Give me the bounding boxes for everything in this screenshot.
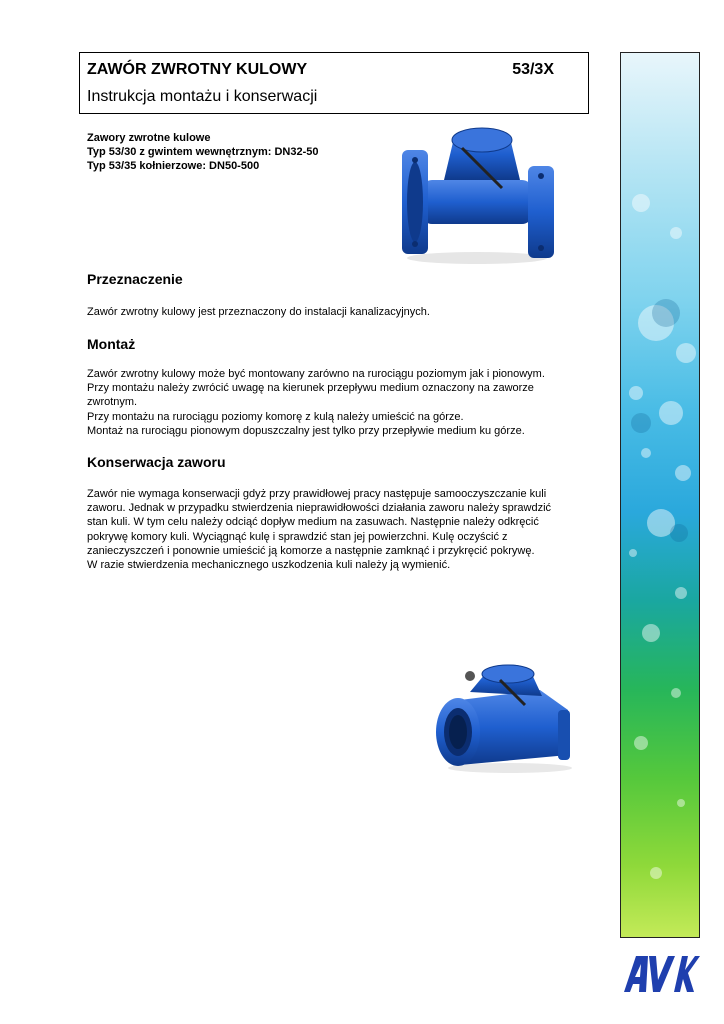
intro-line: Zawory zwrotne kulowe bbox=[87, 132, 211, 144]
intro-line: Typ 53/30 z gwintem wewnętrznym: DN32-50 bbox=[87, 146, 319, 158]
avk-logo bbox=[622, 954, 700, 994]
section-body-montaz bbox=[87, 367, 607, 438]
page-title: ZAWÓR ZWROTNY KULOWY bbox=[87, 61, 308, 78]
body-line: Montaż na rurociągu pionowym dopuszczalny jest tylko przy przepływie medium ku górze. bbox=[87, 424, 525, 437]
intro-line: Typ 53/35 kołnierzowe: DN50-500 bbox=[87, 160, 260, 172]
section-body-konserwacja bbox=[87, 487, 607, 572]
body-line: pokrywę komory kuli. Wyciągnąć kulę i sprawdzić stan jej powierzchni. Kulę oczyścić z bbox=[87, 530, 508, 543]
body-line: zaworu. Jednak w przypadku stwierdzenia nieprawidłowości działania zaworu należy sprawdzić bbox=[87, 502, 552, 515]
title-box bbox=[79, 52, 589, 114]
threaded-valve-image bbox=[430, 660, 580, 775]
section-heading-przeznaczenie: Przeznaczenie bbox=[87, 271, 183, 287]
water-bubbles-graphic bbox=[621, 53, 700, 938]
body-line: Przy montażu należy zwrócić uwagę na kierunek przepływu medium oznaczony na zaworze bbox=[87, 382, 534, 395]
body-line: zwrotnym. bbox=[87, 396, 138, 409]
section-heading-konserwacja: Konserwacja zaworu bbox=[87, 454, 226, 470]
section-body-przeznaczenie bbox=[87, 305, 607, 319]
section-heading-montaz: Montaż bbox=[87, 336, 136, 352]
decorative-side-panel bbox=[620, 52, 700, 938]
body-line: Zawór zwrotny kulowy jest przeznaczony do instalacji kanalizacyjnych. bbox=[87, 306, 430, 318]
body-line: Zawór nie wymaga konserwacji gdyż przy prawidłowej pracy następuje samooczyszczanie kuli bbox=[87, 488, 547, 500]
body-line: zanieczyszczeń i ponownie umieścić ją komorze a następnie zamknąć i przykręcić pokrywę. bbox=[87, 544, 535, 557]
body-line: stan kuli. W tym celu należy odciąć dopływ medium na zasuwach. Następnie należy odkręcić bbox=[87, 516, 539, 529]
body-line: Przy montażu na rurociągu poziomy komorę z kulą należy umieścić na górze. bbox=[87, 410, 464, 423]
flanged-valve-image bbox=[392, 118, 562, 268]
body-line: W razie stwierdzenia mechanicznego uszkodzenia kuli należy ją wymienić. bbox=[87, 559, 451, 572]
body-line: Zawór zwrotny kulowy może być montowany zarówno na rurociągu poziomym jak i pionowym. bbox=[87, 368, 545, 380]
product-intro bbox=[87, 131, 318, 173]
avk-logo-mark bbox=[622, 954, 700, 994]
page-subtitle: Instrukcja montażu i konserwacji bbox=[87, 88, 318, 105]
product-code: 53/3X bbox=[512, 61, 554, 78]
